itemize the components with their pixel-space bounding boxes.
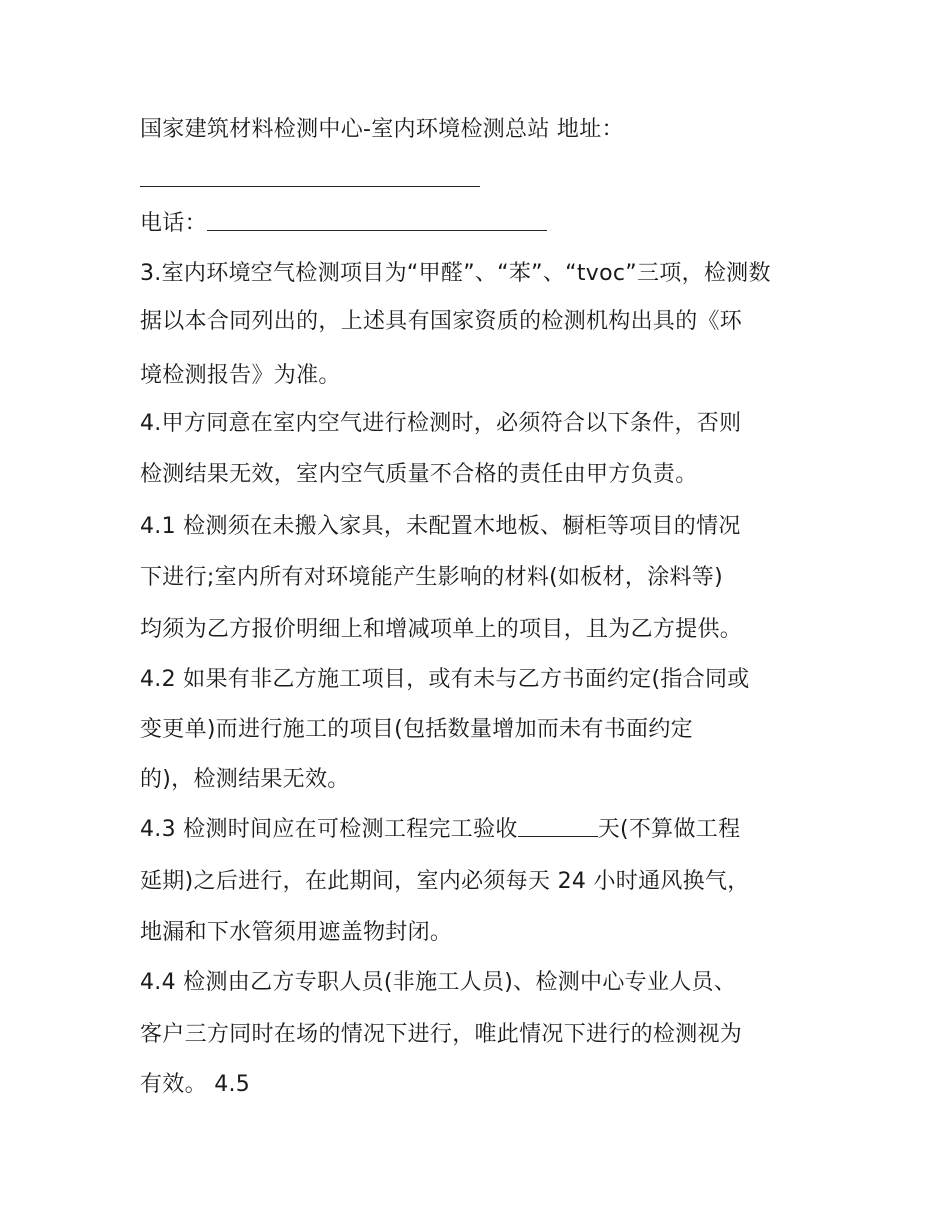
- text-line: 4.2 如果有非乙方施工项目，或有未与乙方书面约定(指合同或: [140, 667, 750, 692]
- text-line: 4.甲方同意在室内空气进行检测时，必须符合以下条件，否则: [140, 411, 742, 436]
- text-line: 有效。 4.5: [140, 1072, 251, 1097]
- text-line: 均须为乙方报价明细上和增减项单上的项目，且为乙方提供。: [140, 617, 743, 642]
- phone-line: [140, 204, 547, 244]
- text-line: 据以本合同列出的，上述具有国家资质的检测机构出具的《环: [140, 309, 743, 334]
- text-line: 境检测报告》为准。: [140, 363, 341, 388]
- text-line: 变更单)而进行施工的项目(包括数量增加而未有书面约定: [140, 717, 693, 742]
- text-line-center-address: 国家建筑材料检测中心-室内环境检测总站 地址：: [140, 117, 624, 142]
- inspection-time-text: 4.3 检测时间应在可检测工程完工验收: [140, 817, 518, 842]
- inspection-time-line: [140, 810, 740, 850]
- text-line: 下进行;室内所有对环境能产生影响的材料(如板材，涂料等): [140, 565, 723, 590]
- text-line: 检测结果无效，室内空气质量不合格的责任由甲方负责。: [140, 462, 698, 487]
- phone-label: 电话：: [140, 211, 207, 236]
- text-line: 延期)之后进行，在此期间，室内必须每天 24 小时通风换气，: [140, 869, 750, 894]
- inspection-time-text-cont: 天(不算做工程: [597, 817, 741, 842]
- text-line: 地漏和下水管须用遮盖物封闭。: [140, 920, 453, 945]
- text-line: 4.1 检测须在未搬入家具，未配置木地板、橱柜等项目的情况: [140, 514, 741, 539]
- address-blank-line: [140, 160, 480, 200]
- text-line: 3.室内环境空气检测项目为“甲醛”、“苯”、“tvoc”三项，检测数: [140, 261, 771, 286]
- text-line: 4.4 检测由乙方专职人员(非施工人员)、检测中心专业人员、: [140, 970, 737, 995]
- address-blank: [140, 160, 480, 187]
- text-line: 客户三方同时在场的情况下进行，唯此情况下进行的检测视为: [140, 1022, 743, 1047]
- phone-blank: [207, 204, 547, 231]
- inspection-days-blank: [518, 810, 598, 837]
- text-line: 的)，检测结果无效。: [140, 767, 350, 792]
